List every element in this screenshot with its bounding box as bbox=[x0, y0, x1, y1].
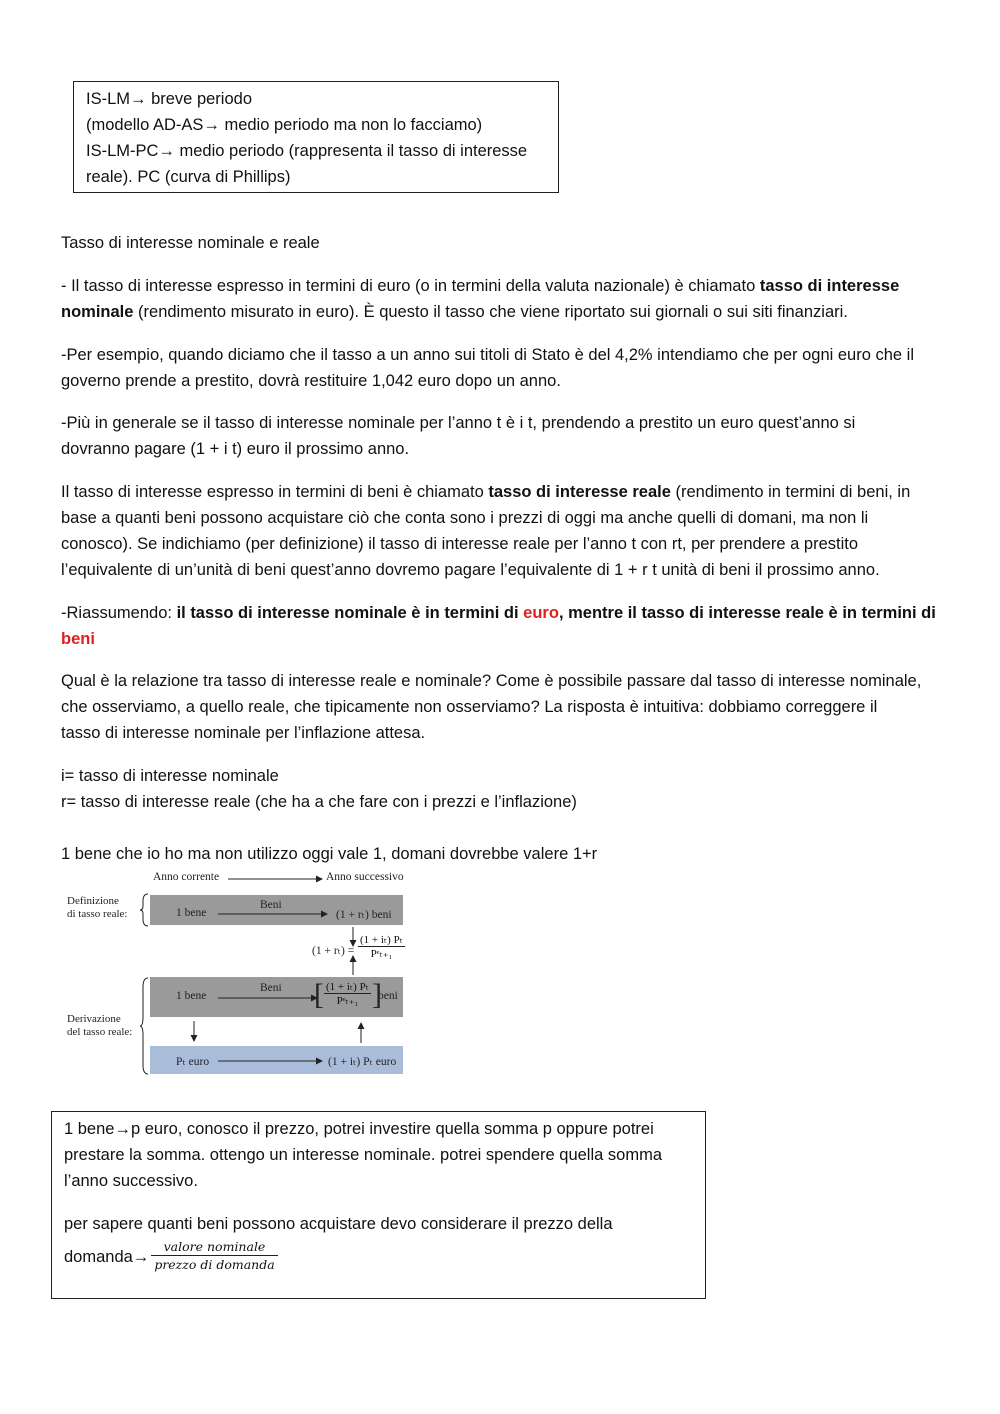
fig-row1-right: (1 + rₜ) beni bbox=[336, 909, 392, 921]
fig-row2-bracket-open: [ bbox=[314, 978, 324, 1011]
down-arrow-icon bbox=[189, 1021, 199, 1043]
fig-mid-num: (1 + iₜ) Pₜ bbox=[360, 934, 403, 946]
p4-line-1 bbox=[61, 479, 910, 505]
fig-row2-left: 1 bene bbox=[176, 990, 207, 1002]
def-i: i= tasso di interesse nominale bbox=[61, 767, 279, 785]
fig-row2-bracket-close: ] bbox=[372, 978, 382, 1011]
p4-line-2: base a quanti beni possono acquistare ciò che conta sono i prezzi di oggi ma anche quelli di domani, ma non li bbox=[61, 509, 869, 527]
p4-text-a: Il tasso di interesse espresso in termini di beni è chiamato bbox=[61, 483, 489, 501]
box1-line-4: reale). PC (curva di Phillips) bbox=[86, 168, 291, 186]
p5-text-a: -Riassumendo: bbox=[61, 604, 177, 622]
fig-anno-corrente: Anno corrente bbox=[153, 871, 220, 883]
up-arrow-icon bbox=[356, 1021, 366, 1043]
header-arrow-icon bbox=[228, 874, 323, 884]
p3-line-1: -Più in generale se il tasso di interesse nominale per l’anno t è i t, prendendo a prestito un euro quest’anno si bbox=[61, 414, 856, 432]
p5-bold-d: , mentre il tasso di interesse reale è in termini di bbox=[558, 604, 936, 622]
fraction-denominator: prezzo di domanda bbox=[154, 1257, 275, 1272]
box1-line-3: IS-LM-PC→ medio periodo (rappresenta il tasso di interesse bbox=[86, 142, 528, 160]
fig-def-label-1: Definizione bbox=[67, 895, 119, 907]
fig-row2-den: Pᵉₜ₊₁ bbox=[336, 995, 359, 1007]
p4-text-c: (rendimento in termini di beni, in bbox=[670, 483, 911, 501]
p5-red-euro: euro bbox=[523, 604, 559, 622]
fig-mid-left: (1 + rₜ) = bbox=[312, 945, 355, 957]
fig-def-label-2: di tasso reale: bbox=[67, 908, 128, 920]
real-rate-figure bbox=[60, 868, 410, 1078]
def-r: r= tasso di interesse reale (che ha a che fare con i prezzi e l’inflazione) bbox=[61, 793, 577, 811]
fig-row1-mid: Beni bbox=[260, 899, 282, 911]
fig-der-label-1: Derivazione bbox=[67, 1013, 121, 1025]
nominal-over-price-fraction bbox=[151, 1238, 277, 1273]
fig-mid-den: Pᵉₜ₊₁ bbox=[370, 948, 393, 960]
row3-arrow-icon bbox=[218, 1056, 323, 1066]
box2-line-3: l’anno successivo. bbox=[64, 1172, 198, 1190]
p1-text-a: - Il tasso di interesse espresso in termini di euro (o in termini della valuta nazionale) è chiamato bbox=[61, 277, 760, 295]
p4-line-4: l’equivalente di un’unità di beni quest’anno dovremo pagare l’equivalente di 1 + r t unità di beni il prossimo anno. bbox=[61, 561, 880, 579]
box2-line-5 bbox=[64, 1240, 278, 1275]
box1-line-1: IS-LM→ breve periodo bbox=[86, 90, 252, 108]
fig-row2-right: beni bbox=[378, 990, 398, 1002]
row2-arrow-icon bbox=[218, 993, 318, 1003]
fig-row3-right: (1 + iₜ) Pₜ euro bbox=[328, 1056, 397, 1068]
p2-line-1: -Per esempio, quando diciamo che il tasso a un anno sui titoli di Stato è del 4,2% intendiamo che per ogni euro che il bbox=[61, 346, 915, 364]
fig-row2-mid: Beni bbox=[260, 982, 282, 994]
fig-mid-fraction bbox=[358, 933, 405, 960]
p5-line-2 bbox=[61, 626, 95, 652]
p6-line-1: Qual è la relazione tra tasso di interesse reale e nominale? Come è possibile passare dal tasso di interesse nominale, bbox=[61, 672, 922, 690]
box1-line-2: (modello AD-AS→ medio periodo ma non lo facciamo) bbox=[86, 116, 483, 134]
fig-der-label-2: del tasso reale: bbox=[67, 1026, 133, 1038]
p1-bold-c: nominale bbox=[61, 303, 134, 321]
p7-line: 1 bene che io ho ma non utilizzo oggi vale 1, domani dovrebbe valere 1+r bbox=[61, 845, 598, 863]
p1-text-d: (rendimento misurato in euro). È questo il tasso che viene riportato sui giornali o sui siti finanziari. bbox=[133, 303, 848, 321]
fig-anno-successivo: Anno successivo bbox=[326, 871, 404, 883]
p2-line-2: governo prende a prestito, dovrà restituire 1,042 euro dopo un anno. bbox=[61, 372, 561, 390]
brace-icon bbox=[140, 893, 150, 927]
updown-arrows-icon bbox=[348, 927, 358, 975]
fig-row3-left: Pₜ euro bbox=[176, 1056, 210, 1068]
p5-red-beni: beni bbox=[61, 630, 95, 648]
row1-arrow-icon bbox=[218, 909, 328, 919]
p6-line-3: tasso di interesse nominale per l’inflazione attesa. bbox=[61, 724, 426, 742]
p5-bold-b: il tasso di interesse nominale è in termini di bbox=[176, 604, 524, 622]
box2-line-2: prestare la somma. ottengo un interesse nominale. potrei spendere quella somma bbox=[64, 1146, 662, 1164]
box2-line-1: 1 bene→p euro, conosco il prezzo, potrei investire quella somma p oppure potrei bbox=[64, 1120, 654, 1138]
p3-line-2: dovranno pagare (1 + i t) euro il prossimo anno. bbox=[61, 440, 410, 458]
p4-bold-b: tasso di interesse reale bbox=[488, 483, 671, 501]
p6-line-2: che osserviamo, a quello reale, che tipicamente non osserviamo? La risposta è intuitiva: dobbiamo correggere il bbox=[61, 698, 878, 716]
p5-line-1 bbox=[61, 600, 936, 626]
fig-row2-fraction bbox=[324, 980, 371, 1007]
fraction-numerator: valore nominale bbox=[151, 1238, 277, 1256]
section-title: Tasso di interesse nominale e reale bbox=[61, 234, 320, 252]
fig-row2-num: (1 + iₜ) Pₜ bbox=[326, 981, 369, 993]
brace-icon-2 bbox=[140, 977, 150, 1075]
p1-line-1 bbox=[61, 273, 899, 299]
fig-row1-left: 1 bene bbox=[176, 907, 207, 919]
box2-domanda: domanda→ bbox=[64, 1247, 150, 1266]
p1-line-2 bbox=[61, 299, 848, 325]
box2-line-4: per sapere quanti beni possono acquistare devo considerare il prezzo della bbox=[64, 1215, 613, 1233]
p4-line-3: conosco). Se indichiamo (per definizione) il tasso di interesse reale per l’anno t con rt, per prendere a prestito bbox=[61, 535, 859, 553]
p1-bold-b: tasso di interesse bbox=[759, 277, 900, 295]
